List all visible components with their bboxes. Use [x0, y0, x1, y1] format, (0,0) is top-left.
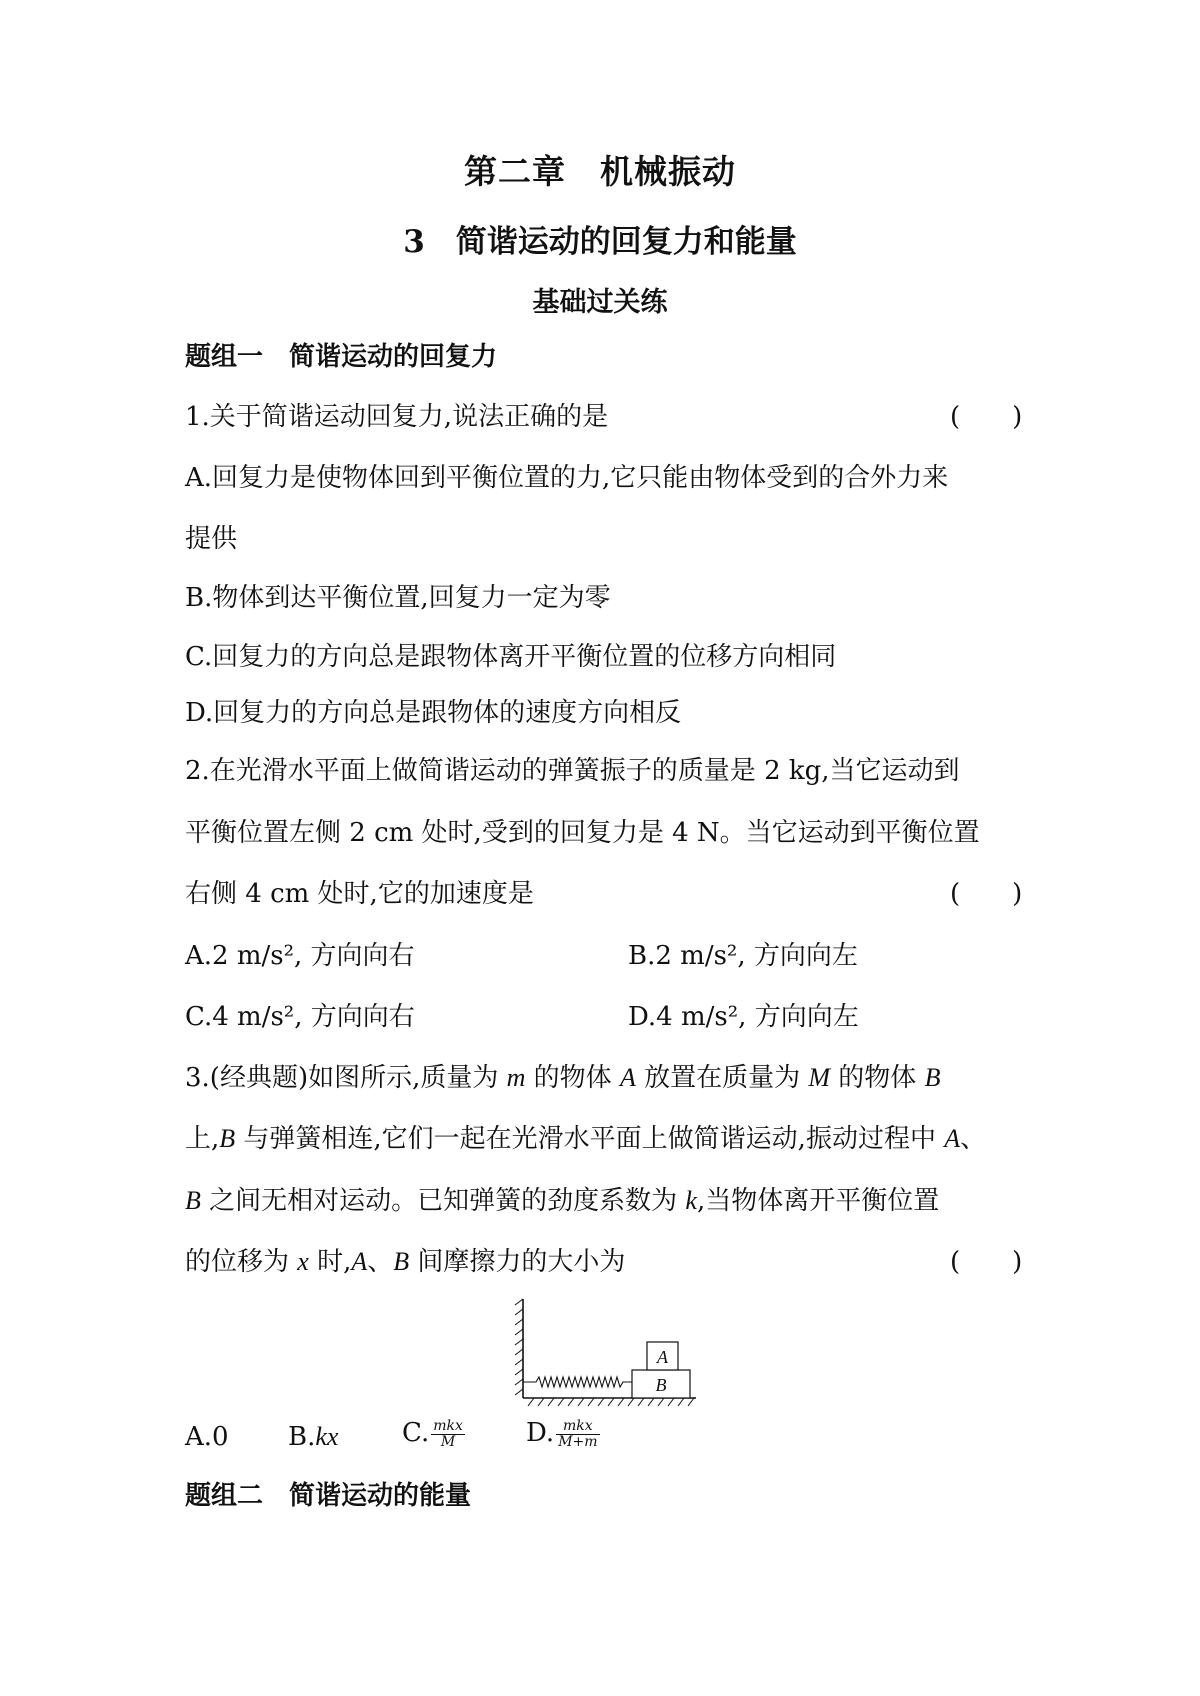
block-b-label: B [655, 1375, 667, 1395]
var-A: A [619, 1063, 636, 1092]
question-3-answer-paren: ( ) [950, 1247, 1023, 1277]
question-2-option-d: D.4 m/s², 方向向左 [628, 1002, 859, 1032]
question-3-option-d: D. $\frac{\text{mkx}}{M+m}$ [526, 1417, 598, 1450]
question-1-option-b: B.物体到达平衡位置,回复力一定为零 [185, 583, 611, 613]
question-2-option-c: C.4 m/s², 方向向右 [185, 1002, 415, 1032]
question-3-option-a: A.0 [185, 1422, 229, 1452]
question-3-option-b: B.kx [288, 1422, 339, 1452]
question-3-line-4: 的位移为 x 时,A、B 间摩擦力的大小为 [185, 1247, 626, 1277]
question-3-line-3: B 之间无相对运动。已知弹簧的劲度系数为 k,当物体离开平衡位置 [185, 1186, 940, 1216]
question-2-option-b: B.2 m/s², 方向向左 [628, 941, 858, 971]
chapter-title: 第二章 机械振动 [464, 152, 736, 191]
question-3-line-1: 3.(经典题)如图所示,质量为 m 的物体 A 放置在质量为 M 的物体 B [185, 1063, 941, 1093]
floor [523, 1398, 696, 1406]
question-1-answer-paren: ( ) [950, 402, 1023, 432]
block-a-label: A [657, 1347, 668, 1367]
question-2-line-3: 右侧 4 cm 处时,它的加速度是 [185, 879, 534, 909]
var-k: k [685, 1186, 697, 1215]
question-2-line-1: 2.在光滑水平面上做简谐运动的弹簧振子的质量是 2 kg,当它运动到 [185, 756, 960, 786]
exercise-subtitle: 基础过关练 [532, 287, 668, 318]
question-1-option-a: A.回复力是使物体回到平衡位置的力,它只能由物体受到的合外力来 [185, 463, 949, 493]
wall [515, 1299, 523, 1398]
question-1-option-c: C.回复力的方向总是跟物体离开平衡位置的位移方向相同 [185, 642, 837, 672]
question-1-option-d: D.回复力的方向总是跟物体的速度方向相反 [185, 698, 682, 728]
group-1-heading: 题组一 简谐运动的回复力 [185, 342, 498, 372]
question-3-line-2: 上,B 与弹簧相连,它们一起在光滑水平面上做简谐运动,振动过程中 A、 [185, 1124, 987, 1154]
question-2-option-a: A.2 m/s², 方向向右 [185, 941, 415, 971]
var-M: M [808, 1063, 831, 1092]
var-B: B [924, 1063, 941, 1092]
question-1-option-a-cont: 提供 [185, 524, 238, 554]
section-title: 3 简谐运动的回复力和能量 [403, 224, 797, 260]
question-3-option-c: C. $\frac{\text{mkx}}{M}$ [402, 1417, 463, 1450]
question-2-answer-paren: ( ) [950, 879, 1023, 909]
spring [523, 1377, 632, 1387]
question-2-line-2: 平衡位置左侧 2 cm 处时,受到的回复力是 4 N。当它运动到平衡位置 [185, 818, 980, 848]
fraction-d: $\frac{\text{mkx}}{M+m}$ [558, 1417, 598, 1450]
var-x: x [297, 1247, 309, 1276]
question-1-stem: 1.关于简谐运动回复力,说法正确的是 [185, 402, 609, 432]
fraction-c: $\frac{\text{mkx}}{M}$ [433, 1417, 463, 1450]
spring-block-figure [512, 1297, 698, 1409]
group-2-heading: 题组二 简谐运动的能量 [185, 1481, 472, 1511]
var-m: m [506, 1063, 526, 1092]
